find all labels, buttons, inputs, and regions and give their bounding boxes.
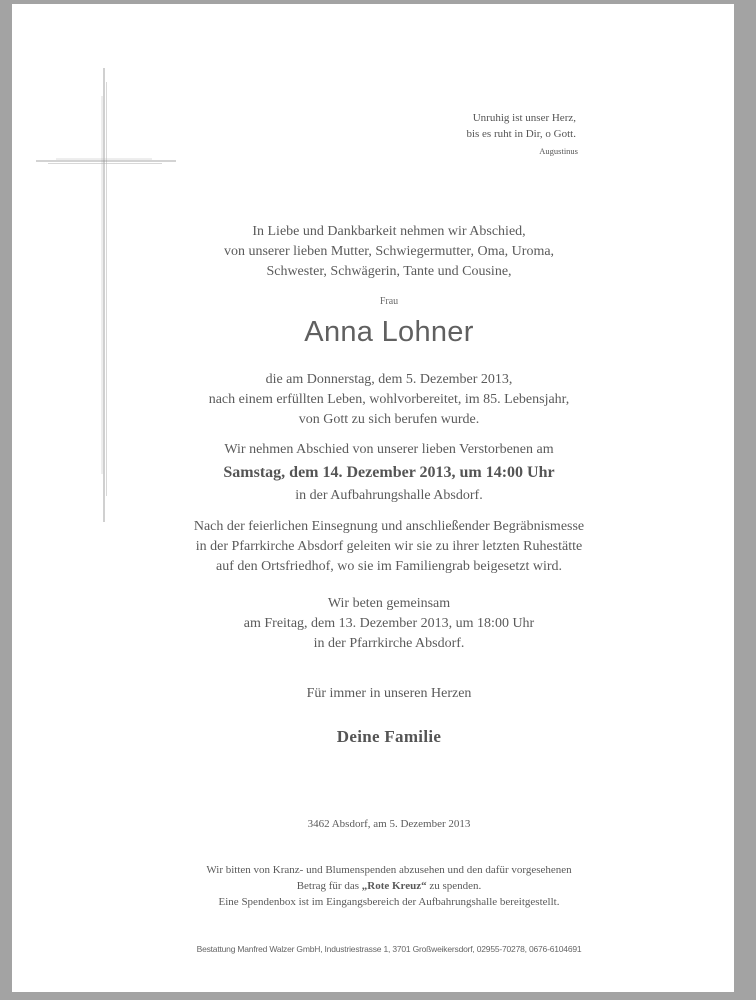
place-date-block: [12, 816, 756, 832]
quote-line-2: bis es ruht in Dir, o Gott.: [466, 128, 576, 140]
prayer-line: in der Pfarrkirche Absdorf.: [313, 636, 465, 651]
donation-line-1: Wir bitten von Kranz- und Blumenspenden abzusehen und den dafür vorgesehenen: [206, 864, 572, 876]
donation-line-2: [12, 878, 756, 894]
farewell-intro: Wir nehmen Abschied von unserer lieben Verstorbenen am: [224, 442, 554, 457]
prayer-text: [12, 594, 756, 654]
death-line: von Gott zu sich berufen wurde.: [298, 412, 480, 427]
donation-prefix: Betrag für das: [296, 880, 362, 892]
signature-block: [12, 727, 756, 747]
closing-text: Für immer in unseren Herzen: [306, 686, 472, 701]
death-text: [12, 370, 756, 430]
deceased-name: Anna Lohner: [304, 316, 474, 348]
place-date: 3462 Absdorf, am 5. Dezember 2013: [307, 818, 471, 830]
red-cross-name: „Rote Kreuz“: [361, 880, 427, 892]
donation-text: [12, 862, 756, 910]
undertaker-info: Bestattung Manfred Walzer GmbH, Industriestrasse 1, 3701 Großweikersdorf, 02955-70278, 0676-6104691: [196, 944, 582, 954]
intro-line: von unserer lieben Mutter, Schwiegermutter, Oma, Uroma,: [223, 244, 555, 259]
intro-line: Schwester, Schwägerin, Tante und Cousine,: [266, 264, 512, 279]
bible-quote: [276, 110, 576, 158]
intro-text: [12, 222, 756, 282]
death-line: nach einem erfüllten Leben, wohlvorbereitet, im 85. Lebensjahr,: [208, 392, 570, 407]
burial-line: Nach der feierlichen Einsegnung und anschließender Begräbnismesse: [193, 519, 585, 534]
donation-suffix: zu spenden.: [426, 880, 482, 892]
farewell-block: [12, 440, 756, 506]
quote-line-1: Unruhig ist unser Herz,: [472, 112, 576, 124]
prayer-line: Wir beten gemeinsam: [327, 596, 451, 611]
burial-text: [12, 517, 756, 577]
prayer-line: am Freitag, dem 13. Dezember 2013, um 18:00 Uhr: [243, 616, 535, 631]
donation-line-3: Eine Spendenbox ist im Eingangsbereich der Aufbahrungshalle bereitgestellt.: [218, 896, 560, 908]
farewell-place: in der Aufbahrungshalle Absdorf.: [295, 488, 483, 503]
farewell-date-time: Samstag, dem 14. Dezember 2013, um 14:00 Uhr: [223, 464, 555, 481]
quote-author: Augustinus: [539, 146, 578, 156]
name-block: [12, 314, 756, 350]
undertaker-block: [12, 943, 756, 955]
salutation: Frau: [379, 296, 399, 307]
intro-line: In Liebe und Dankbarkeit nehmen wir Abschied,: [252, 224, 526, 239]
death-line: die am Donnerstag, dem 5. Dezember 2013,: [265, 372, 513, 387]
family-signature: Deine Familie: [336, 727, 442, 746]
burial-line: in der Pfarrkirche Absdorf geleiten wir sie zu ihrer letzten Ruhestätte: [195, 539, 583, 554]
burial-line: auf den Ortsfriedhof, wo sie im Familiengrab beigesetzt wird.: [215, 559, 562, 574]
salutation-block: [12, 295, 756, 309]
obituary-paper: [12, 4, 734, 992]
closing-block: [12, 684, 756, 704]
